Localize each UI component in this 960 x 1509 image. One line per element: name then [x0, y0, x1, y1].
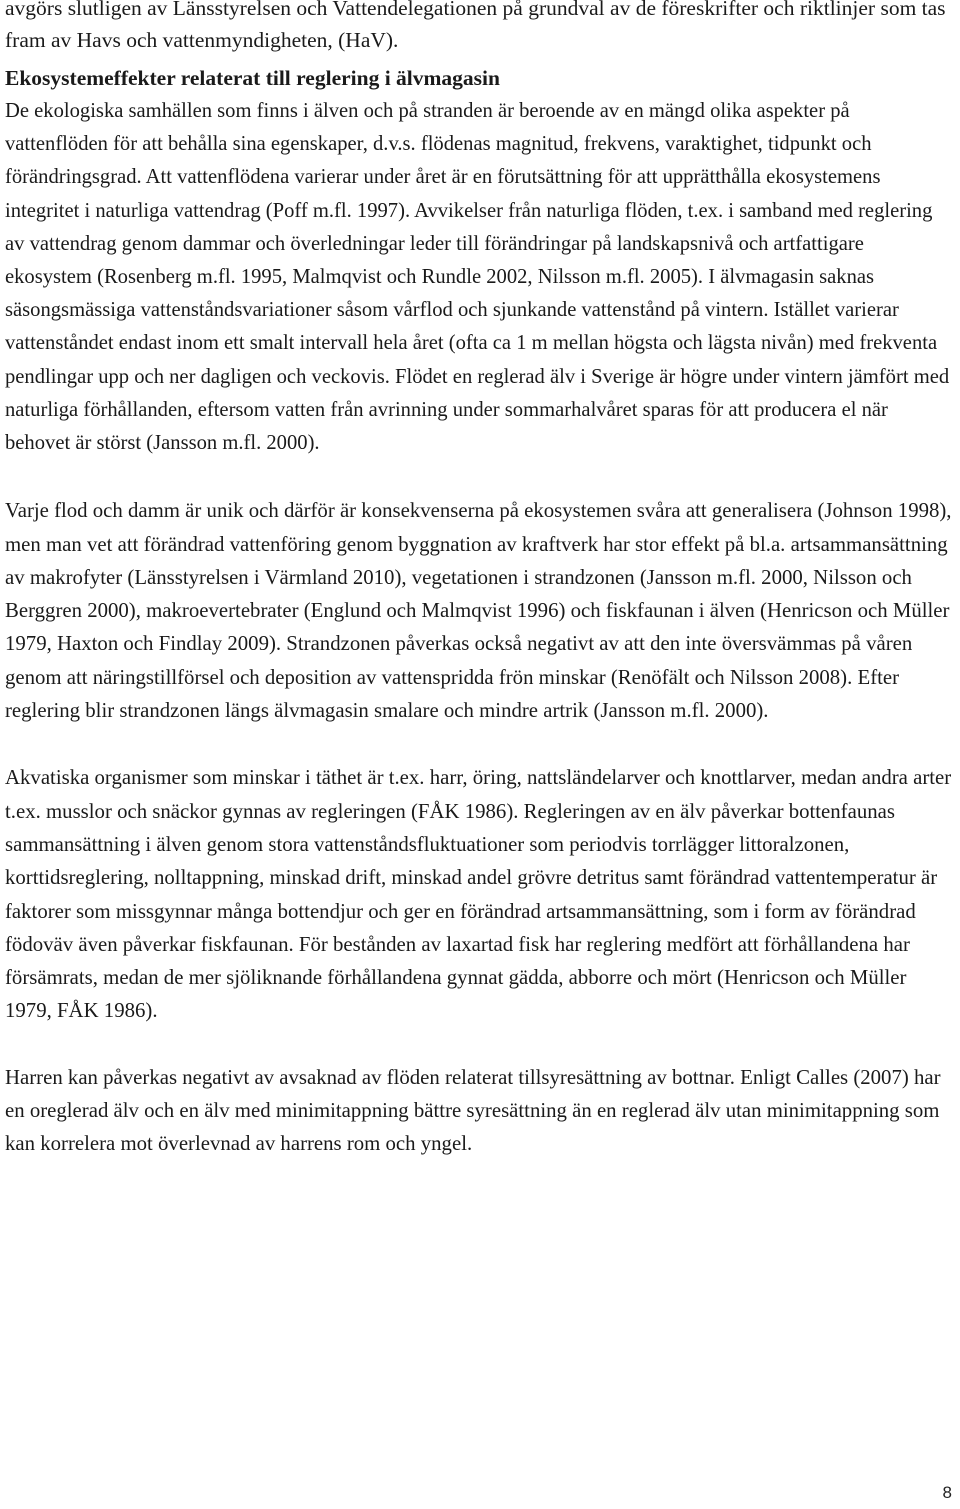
paragraph-ecosystem-part2: I älvmagasin saknas säsongsmässiga vattenståndsvariationer såsom vårflod och sjunkande vattenstånd på vintern. Istället varierar vattenståndet endast inom ett smalt intervall hela året (ofta ca 1 m mellan högsta och lägsta nivån) med frekventa pendlingar upp och ner dagligen och veckovis. Flödet en reglerad älv i Sverige är högre under vintern jämfört med naturliga förhållanden, eftersom vatten från avrinning under sommarhalvåret sparas för att producera el när behovet är störst (Jansson m.fl. 2000). [5, 266, 950, 455]
document-page [5, 0, 953, 1161]
paragraph-gap [5, 460, 953, 494]
intro-text: avgörs slutligen av Länsstyrelsen och Vattendelegationen på grundval av de föreskrifter och riktlinjer som tas fram av Havs och vattenmyndigheten, (HaV). [5, 0, 946, 52]
section-heading: Ekosystemeffekter relaterat till reglering i älvmagasin [5, 66, 500, 90]
paragraph-gap [5, 1028, 953, 1061]
paragraph-grayling: Harren kan påverkas negativt av avsaknad av flöden relaterat tillsyresättning av bottnar. Enligt Calles (2007) har en oreglerad älv och en älv med minimitappning bättre syresättning än en reglerad älv utan minimitappning som kan korrelera mot överlevnad av harrens rom och yngel. [5, 1065, 941, 1156]
page-number: 8 [942, 1483, 952, 1502]
paragraph-river-dam: Varje flod och damm är unik och därför är konsekvenserna på ekosystemen svåra att generalisera (Johnson 1998), men man vet att förändrad vattenföring genom byggnation av kraftverk har stor effekt på bl.a. artsammansättning av makrofyter (Länsstyrelsen i Värmland 2010), vegetationen i strandzonen (Jansson m.fl. 2000, Nilsson och Berggren 2000), makroevertebrater (Englund och Malmqvist 1996) och fiskfaunan i älven (Henricson och Müller 1979, Haxton och Findlay 2009). Strandzonen påverkas också negativt av att den inte översvämmas på våren genom att näringstillförsel och deposition av vattenspridda frön minskar (Renöfält och Nilsson 2008). Efter reglering blir strandzonen längs älvmagasin smalare och mindre artrik (Jansson m.fl. 2000). [5, 499, 952, 723]
paragraph-gap [5, 727, 953, 761]
paragraph-ecosystem-effects [5, 95, 953, 460]
paragraph-ecosystem-part1: De ekologiska samhällen som finns i älven och på stranden är beroende av en mängd olika aspekter på vattenflöden för att behålla sina egenskaper, d.v.s. flödenas magnitud, frekvens, varaktighet, tidpunkt och förändringsgrad. Att vattenflödena varierar under året är en förutsättning för att upprätthålla ekosystemens integritet i naturliga vattendrag (Poff m.fl. 1997). Avvikelser från naturliga flöden, t.ex. i samband med reglering av vattendrag genom dammar och överledningar leder till förändringar på landskapsnivå och artfattigare ekosystem (Rosenberg m.fl. 1995, Malmqvist och Rundle 2002, Nilsson m.fl. 2005). [5, 100, 933, 289]
paragraph-aquatic-organisms: Akvatiska organismer som minskar i täthet är t.ex. harr, öring, nattsländelarver och knottlarver, medan andra arter t.ex. musslor och snäckor gynnas av regleringen (FÅK 1986). Regleringen av en älv påverkar bottenfaunas sammansättning i älven genom stora vattenståndsfluktuationer som periodvis torrlägger littoralzonen, korttidsreglering, nolltappning, minskad drift, minskad andel grövre detritus samt förändrad vattentemperatur är faktorer som missgynnar många bottendjur och ger en förändrad artsammansättning, som i form av förändrad födoväv även påverkar fiskfaunan. För bestånden av laxartad fisk har reglering medfört att förhållandena har försämrats, medan de mer sjöliknande förhållandena gynnat gädda, abborre och mört (Henricson och Müller 1979, FÅK 1986). [5, 766, 952, 1023]
